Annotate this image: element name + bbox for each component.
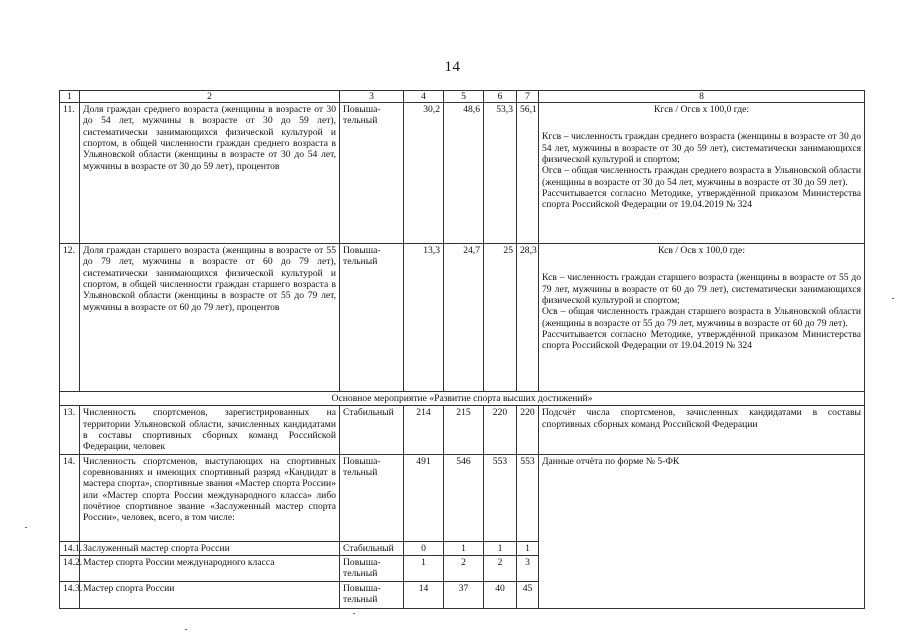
value-col4: 14 — [404, 581, 444, 608]
value-col5: 215 — [444, 406, 484, 454]
value-col6: 1 — [484, 541, 517, 555]
value-col6: 40 — [484, 581, 517, 608]
indicator-type: Стабильный — [340, 541, 404, 555]
indicator-name: Мастер спорта России — [80, 581, 340, 608]
method-cell: Подсчёт числа спортсменов, зачисленных кандидатами в составы спортивных сборных команд Российской Федерации — [539, 406, 865, 454]
row-number: 14.2. — [60, 555, 80, 581]
method-text: Ксв – численность граждан старшего возраста (женщины в возрасте от 55 до 79 лет, мужчины в возрасте от 60 до 79 лет), систематически занимающихся физической культурой и спортом; Осв – общая численность граждан старшего возраста в Ульяновской области (женщины в возрасте от 55 до 79 лет, мужчины в возрасте от 60 до 79 лет). Рассчитывается согласно Методике, утверждённой приказом Министерства спорта Российской Федерации от 19.04.2019 № 324 — [542, 272, 861, 352]
table-row — [60, 244, 865, 392]
row-number: 12. — [60, 244, 80, 392]
value-col6: 25 — [484, 244, 517, 392]
indicator-type: Стабильный — [340, 406, 404, 454]
scan-speck — [25, 527, 27, 528]
value-col5: 48,6 — [444, 103, 484, 244]
value-col5: 24,7 — [444, 244, 484, 392]
indicator-name: Численность спортсменов, выступающих на спортивных соревнованиях и имеющих спортивный разряд «Кандидат в мастера спорта», спортивные звания «Мастер спорта России» или «Мастер спорта России международного класса» либо почётное спортивное звание «Заслуженный мастер спорта России», человек, всего, в том числе: — [80, 454, 340, 541]
column-header: 5 — [444, 91, 484, 103]
value-col4: 1 — [404, 555, 444, 581]
page-number: 14 — [444, 59, 461, 75]
scan-speck — [353, 613, 355, 614]
row-number: 14. — [60, 454, 80, 541]
indicator-type: Повыша-тельный — [340, 454, 404, 541]
indicator-name: Численность спортсменов, зарегистрированных на территории Ульяновской области, зачисленных кандидатами в составы спортивных сборных команд Российской Федерации, человек — [80, 406, 340, 454]
column-header: 3 — [340, 91, 404, 103]
value-col5: 2 — [444, 555, 484, 581]
method-cell: Данные отчёта по форме № 5-ФК — [539, 454, 865, 608]
column-header: 2 — [80, 91, 340, 103]
table-row — [60, 406, 865, 454]
scan-speck — [185, 629, 187, 630]
row-number: 14.3. — [60, 581, 80, 608]
value-col4: 0 — [404, 541, 444, 555]
column-header: 8 — [539, 91, 865, 103]
value-col7: 1 — [517, 541, 539, 555]
value-col6: 220 — [484, 406, 517, 454]
value-col7: 3 — [517, 555, 539, 581]
indicator-type: Повыша-тельный — [340, 244, 404, 392]
value-col4: 214 — [404, 406, 444, 454]
method-text: Кгсв – численность граждан среднего возраста (женщины в возрасте от 30 до 54 лет, мужчины в возрасте от 30 до 59 лет), систематически занимающихся физической культурой и спортом; Огсв – общая численность граждан среднего возраста в Ульяновской области (женщины в возрасте от 30 до 54 лет, мужчины в возрасте от 30 до 59 лет). Рассчитывается согласно Методике, утверждённой приказом Министерства спорта Российской Федерации от 19.04.2019 № 324 — [542, 131, 861, 211]
value-col7: 220 — [517, 406, 539, 454]
value-col5: 1 — [444, 541, 484, 555]
indicator-type: Повыша-тельный — [340, 555, 404, 581]
row-number: 11. — [60, 103, 80, 244]
indicator-name: Мастер спорта России международного класса — [80, 555, 340, 581]
table-header-row — [60, 91, 865, 103]
table-row — [60, 454, 865, 541]
column-header: 6 — [484, 91, 517, 103]
value-col4: 13,3 — [404, 244, 444, 392]
section-title: Основное мероприятие «Развитие спорта высших достижений» — [60, 392, 865, 406]
value-col6: 553 — [484, 454, 517, 541]
value-col7: 45 — [517, 581, 539, 608]
indicator-type: Повыша-тельный — [340, 581, 404, 608]
indicator-name: Доля граждан старшего возраста (женщины в возрасте от 55 до 79 лет, мужчины в возрасте от 60 до 79 лет), систематически занимающихся физической культурой и спортом, в общей численности граждан старшего возраста в Ульяновской области (женщины в возрасте от 55 до 79 лет, мужчины в возрасте от 60 до 79 лет), процентов — [80, 244, 340, 392]
value-col4: 491 — [404, 454, 444, 541]
formula: Ксв / Осв х 100,0 где: — [658, 245, 745, 256]
value-col5: 37 — [444, 581, 484, 608]
value-col4: 30,2 — [404, 103, 444, 244]
method-cell — [539, 103, 865, 244]
method-cell — [539, 244, 865, 392]
value-col6: 53,3 — [484, 103, 517, 244]
scan-speck — [892, 298, 894, 299]
value-col6: 2 — [484, 555, 517, 581]
value-col7: 553 — [517, 454, 539, 541]
value-col5: 546 — [444, 454, 484, 541]
table-row — [60, 103, 865, 244]
row-number: 14.1. — [60, 541, 80, 555]
indicator-name: Доля граждан среднего возраста (женщины в возрасте от 30 до 54 лет, мужчины в возрасте от 30 до 59 лет), систематически занимающихся физической культурой и спортом, в общей численности граждан среднего возраста в Ульяновской области (женщины в возрасте от 30 до 54 лет, мужчины в возрасте от 30 до 59 лет), процентов — [80, 103, 340, 244]
indicator-name: Заслуженный мастер спорта России — [80, 541, 340, 555]
value-col7: 56,1 — [517, 103, 539, 244]
column-header: 1 — [60, 91, 80, 103]
value-col7: 28,3 — [517, 244, 539, 392]
section-header-row — [60, 392, 865, 406]
indicator-type: Повыша-тельный — [340, 103, 404, 244]
formula: Кгсв / Огсв х 100,0 где: — [653, 104, 750, 115]
indicators-table — [59, 90, 865, 609]
column-header: 7 — [517, 91, 539, 103]
row-number: 13. — [60, 406, 80, 454]
column-header: 4 — [404, 91, 444, 103]
